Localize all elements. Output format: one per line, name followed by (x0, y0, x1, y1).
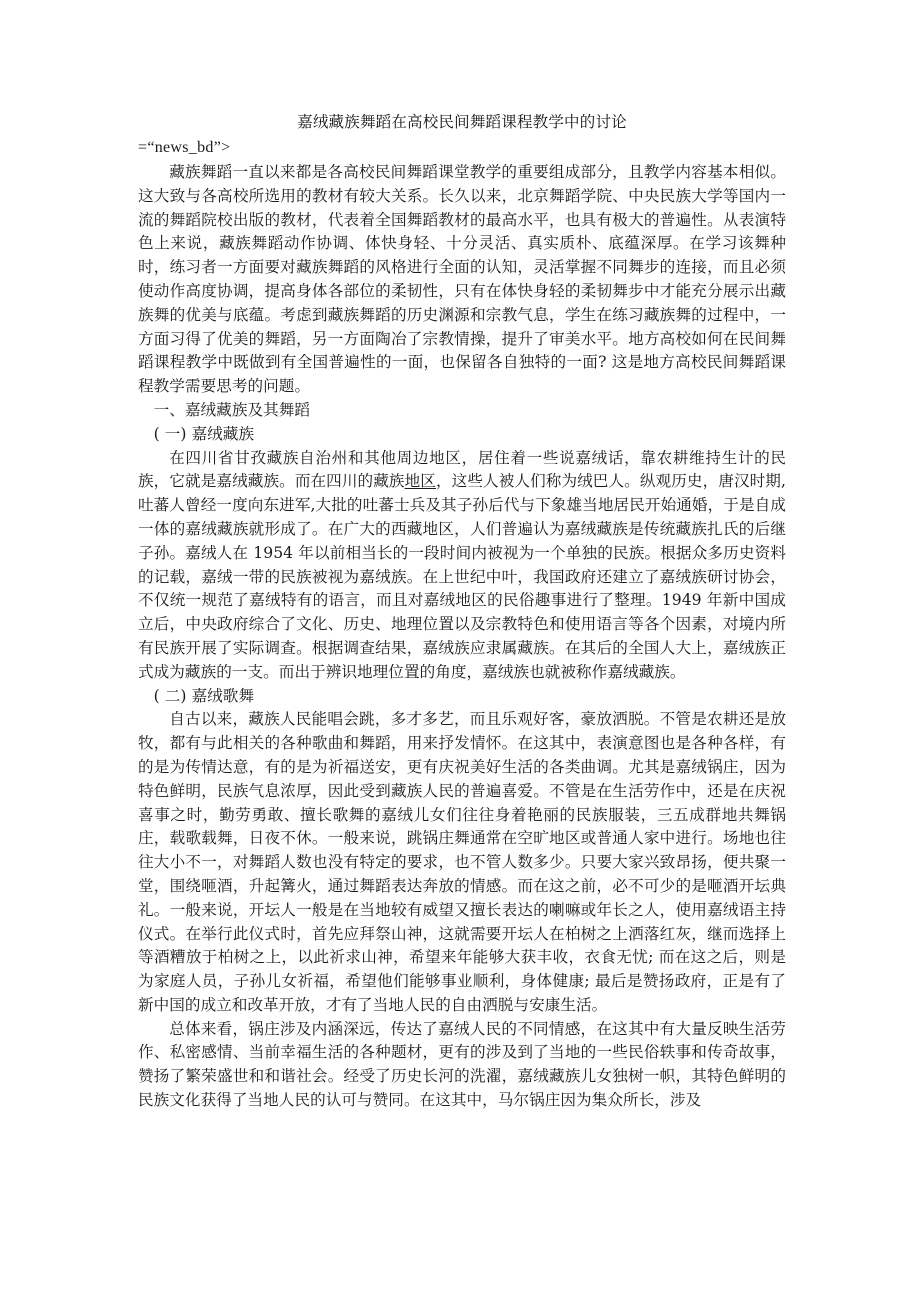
paragraph-text-before-underline: 在四川省甘孜藏族自治州和其他周边地区，居住着一些说嘉绒话，靠农耕维持生计的民族，它就是嘉绒藏族。而在四川的藏族 (138, 448, 786, 491)
paragraph-guozhuang-overview: 总体来看，锅庄涉及内涵深远，传达了嘉绒人民的不同情感，在这其中有大量反映生活劳作、私密感情、当前幸福生活的各种题材，更有的涉及到了当地的一些民俗轶事和传奇故事，赞扬了繁荣盛世和和谐社会。经受了历史长河的洗濯，嘉绒藏族儿女独树一帜，其特色鲜明的民族文化获得了当地人民的认可与赞同。在这其中，马尔锅庄因为集众所长，涉及 (138, 1019, 786, 1110)
paragraph-intro: 藏族舞蹈一直以来都是各高校民间舞蹈课堂教学的重要组成部分，且教学内容基本相似。这大致与各高校所选用的教材有较大关系。长久以来，北京舞蹈学院、中央民族大学等国内一流的舞蹈院校出版的教材，代表着全国舞蹈教材的最高水平，也具有极大的普遍性。从表演特色上来说，藏族舞蹈动作协调、体快身轻、十分灵活、真实质朴、底蕴深厚。在学习该舞种时，练习者一方面要对藏族舞蹈的风格进行全面的认知，灵活掌握不同舞步的连接，而且必须使动作高度协调，提高身体各部位的柔韧性，只有在体快身轻的柔韧舞步中才能充分展示出藏族舞的优美与底蕴。考虑到藏族舞蹈的历史渊源和宗教气息，学生在练习藏族舞的过程中，一方面习得了优美的舞蹈，另一方面陶冶了宗教情操，提升了审美水平。地方高校如何在民间舞蹈课程教学中既做到有全国普遍性的一面，也保留各自独特的一面? 这是地方高校民间舞蹈课程教学需要思考的问题。 (138, 163, 786, 396)
paragraph-jiarong-people (138, 447, 786, 685)
html-code-fragment: =“news_bd”> (138, 139, 231, 156)
paragraph-song-dance: 自古以来，藏族人民能唱会跳，多才多艺，而且乐观好客，豪放洒脱。不管是农耕还是放牧，都有与此相关的各种歌曲和舞蹈，用来抒发情怀。在这其中，表演意图也是各种各样，有的是为传情达意，有的是为祈福送安，更有庆祝美好生活的各类曲调。尤其是嘉绒锅庄，因为特色鲜明，民族气息浓厚，因此受到藏族人民的普遍喜爱。不管是在生活劳作中，还是在庆祝喜事之时，勤劳勇敢、擅长歌舞的嘉绒儿女们往往身着艳丽的民族服装，三五成群地共舞锅庄，载歌载舞，日夜不休。一般来说，跳锅庄舞通常在空旷地区或普通人家中进行。场地也往往大小不一，对舞蹈人数也没有特定的要求，也不管人数多少。只要大家兴致昂扬，便共聚一堂，围绕咂酒，升起篝火，通过舞蹈表达奔放的情感。而在这之前，必不可少的是咂酒开坛典礼。一般来说，开坛人一般是在当地较有威望又擅长表达的喇嘛或年长之人，使用嘉绒语主持仪式。在举行此仪式时，首先应拜祭山神，这就需要开坛人在柏树之上洒落红灰，继而选择上等酒糟放于柏树之上，以此祈求山神，希望来年能够大获丰收，衣食无忧; 而在这之后，则是为家庭人员，子孙儿女祈福，希望他们能够事业顺利，身体健康; 最后是赞扬政府，正是有了新中国的成立和改革开放，才有了当地人民的自由洒脱与安康生活。 (138, 710, 786, 1014)
document-title: 嘉绒藏族舞蹈在高校民间舞蹈课程教学中的讨论 (297, 113, 627, 131)
document-body (138, 110, 786, 1113)
paragraph-text-after-underline: ，这些人被人们称为绒巴人。纵观历史，唐汉时期,吐蕃人曾经一度向东进军,大批的吐蕃士兵及其子孙后代与下象雄当地居民开始通婚，于是自成一体的嘉绒藏族就形成了。在广大的西藏地区，人们普遍认为嘉绒藏族是传统藏族扎氏的后继子孙。嘉绒人在 1954 年以前相当长的一段时间内被视为一个单独的民族。根据众多历史资料的记载，嘉绒一带的民族被视为嘉绒族。在上世纪中叶，我国政府还建立了嘉绒族研讨协会，不仅统一规范了嘉绒特有的语言，而且对嘉绒地区的民俗趣事进行了整理。1949 年新中国成立后，中央政府综合了文化、历史、地理位置以及宗教特色和使用语言等各个因素，对境内所有民族开展了实际调查。根据调查结果，嘉绒族应隶属藏族。在其后的全国人大上，嘉绒族正式成为藏族的一支。而出于辨识地理位置的角度，嘉绒族也就被称作嘉绒藏族。 (138, 472, 787, 681)
underlined-term-diqu: 地区 (404, 472, 436, 491)
heading-section-1-2: ( 二) 嘉绒歌舞 (153, 686, 255, 705)
heading-section-1-1: ( 一) 嘉绒藏族 (153, 424, 255, 443)
heading-section-1: 一、嘉绒藏族及其舞蹈 (153, 400, 311, 419)
